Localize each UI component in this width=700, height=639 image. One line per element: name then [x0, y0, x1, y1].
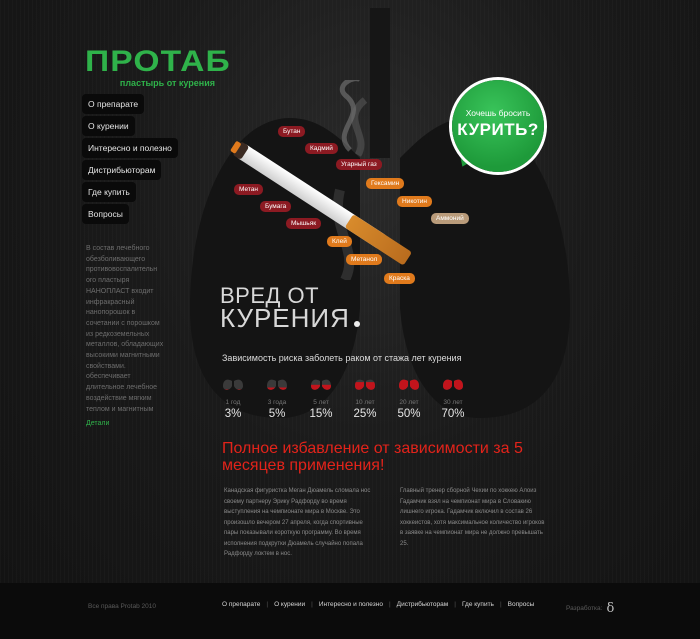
lungs-icon — [265, 374, 289, 392]
nav-item-where-to-buy[interactable]: Где купить — [82, 182, 136, 202]
lung-risk-fill — [309, 385, 333, 392]
risk-years: 20 лет — [399, 399, 419, 406]
risk-item — [346, 374, 384, 420]
copyright: Все права Protab 2010 — [88, 603, 156, 610]
tag-kley: Клей — [327, 236, 352, 247]
tag-metan: Метан — [234, 184, 263, 195]
risk-item — [214, 374, 252, 420]
tag-geksamin: Гексамин — [366, 178, 404, 189]
lungs-icon — [441, 374, 465, 392]
lung-risk-fill — [353, 382, 377, 392]
nav-item-questions[interactable]: Вопросы — [82, 204, 129, 224]
headline-dot — [354, 321, 360, 327]
risk-percent: 70% — [441, 408, 465, 420]
footer-nav — [222, 601, 534, 608]
risk-row — [214, 374, 474, 426]
lungs-icon — [221, 374, 245, 392]
lung-risk-fill — [441, 377, 465, 392]
footer-link-where-to-buy[interactable]: Где купить — [461, 601, 494, 608]
lungs-icon — [397, 374, 421, 392]
footer-separator: | — [388, 601, 391, 608]
lung-risk-fill — [397, 379, 421, 392]
risk-item — [258, 374, 296, 420]
footer-link-interesting[interactable]: Интересно и полезно — [318, 601, 383, 608]
tag-ammoniy: Аммоний — [431, 213, 469, 224]
tag-kadmiy: Кадмий — [305, 143, 338, 154]
logo-subtitle: пластырь от курения — [119, 78, 215, 88]
tag-myshyak: Мышьяк — [286, 218, 321, 229]
developer-label: Разработка: — [566, 605, 603, 613]
cigarette-illustration — [230, 80, 470, 280]
lungs-icon — [353, 374, 377, 392]
risk-percent: 3% — [224, 408, 242, 420]
footer — [0, 583, 700, 639]
footer-separator: | — [454, 601, 456, 608]
nav-item-about-smoking[interactable]: О курении — [82, 116, 135, 136]
footer-link-about-smoking[interactable]: О курении — [274, 601, 306, 608]
details-link[interactable]: Детали — [86, 420, 110, 427]
footer-separator: | — [311, 601, 313, 608]
lung-risk-fill — [221, 389, 245, 392]
footer-link-questions[interactable]: Вопросы — [507, 601, 535, 608]
tag-ugarny-gaz: Угарный газ — [336, 159, 382, 170]
nav-item-about-product[interactable]: О препарате — [82, 94, 144, 114]
footer-separator: | — [266, 601, 269, 608]
bubble-line2: КУРИТЬ? — [457, 120, 539, 139]
nav-item-interesting[interactable]: Интересно и полезно — [82, 138, 178, 158]
risk-item — [434, 374, 472, 420]
risk-percent: 25% — [353, 408, 377, 420]
tag-kraska: Краска — [384, 273, 415, 284]
headline-line2: КУРЕНИЯ — [220, 303, 350, 333]
headline — [220, 283, 360, 333]
tag-bumaga: Бумага — [260, 201, 291, 212]
lung-risk-fill — [265, 388, 289, 393]
bubble-line1: Хочешь бросить — [465, 108, 531, 118]
quit-smoking-bubble[interactable] — [452, 80, 544, 172]
developer-logo-icon[interactable]: δ — [606, 601, 615, 616]
risk-years: 3 года — [267, 399, 287, 406]
article-2: Главный тренер сборной Чехии по хоккею Алоиз Гадамчик взял на чемпионат мира в Словакию лишнего игрока. Гадамчик включил в состав 26 хоккеистов, хотя максимальное количество игроков в заявке на чемпионат мира не должно превышать 25. — [400, 488, 545, 547]
risk-title: Зависимость риска заболеть раком от стажа лет курения — [222, 353, 462, 363]
article-1: Канадская фигуристка Меган Дюамель сломала нос своему партнеру Эрику Радфорду во время выступления на чемпионате мира в Москве. Это произошло вечером 27 апреля, когда спортивные пары показывали короткую программу. Во время исполнения подкрутки Дюамель случайно попала Радфорду локтем в нос. — [224, 488, 371, 557]
risk-years: 10 лет — [355, 399, 375, 406]
logo-title: ПРОТАБ — [85, 45, 231, 78]
tag-nikotin: Никотин — [397, 196, 432, 207]
tag-metanol: Метанол — [346, 254, 382, 265]
risk-item — [302, 374, 340, 420]
main-nav — [82, 94, 202, 226]
nav-item-distributors[interactable]: Дистрибьюторам — [82, 160, 161, 180]
promo-heading: Полное избавление от зависимости за 5 месяцев применения! — [222, 440, 523, 474]
risk-years: 5 лет — [313, 399, 329, 406]
developer-credit — [566, 601, 614, 616]
footer-link-about-product[interactable]: О препарате — [222, 601, 261, 608]
risk-years: 30 лет — [443, 399, 463, 406]
risk-years: 1 год — [225, 399, 241, 406]
risk-percent: 5% — [268, 408, 286, 420]
logo[interactable] — [85, 45, 231, 88]
risk-percent: 15% — [309, 408, 333, 420]
sidebar-description: В состав лечебного обезболивающего противовоспалительн ого пластыря НАНОПЛАСТ входит инфракрасный нанопорошок в сочетании с порошком из редкоземельных металлов, обладающих высокими магнитными свойствами. обеспечивает длительное лечебное воздействие мягким теплом и магнитным — [86, 245, 164, 413]
footer-separator: | — [499, 601, 502, 608]
footer-link-distributors[interactable]: Дистрибьюторам — [396, 601, 449, 608]
tag-butan: Бутан — [278, 126, 305, 137]
headline-line1: ВРЕД ОТ — [220, 283, 320, 308]
risk-item — [390, 374, 428, 420]
lungs-icon — [309, 374, 333, 392]
risk-percent: 50% — [397, 408, 421, 420]
